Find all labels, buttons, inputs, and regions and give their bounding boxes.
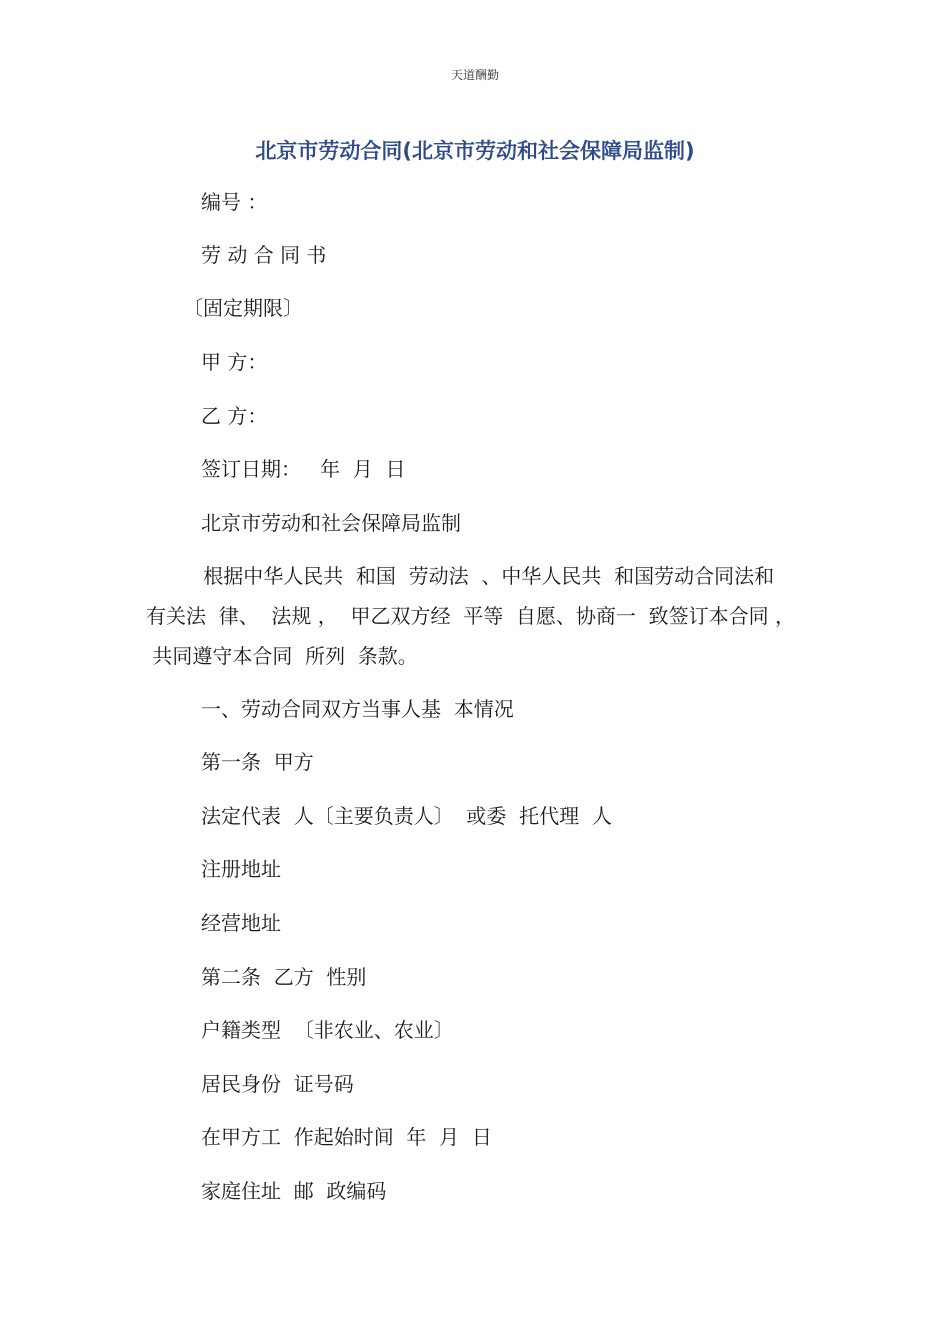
start-date-line: 在甲方工 作起始时间 年 月 日	[201, 1125, 492, 1149]
id-number-line: 居民身份 证号码	[201, 1072, 354, 1096]
document-title: 北京市劳动合同(北京市劳动和社会保障局监制)	[255, 139, 695, 163]
party-a-line: 甲 方：	[201, 350, 268, 374]
page-header: 天道酬勤	[450, 68, 499, 82]
party-b-line: 乙 方：	[201, 404, 268, 428]
contract-book-heading: 劳 动 合 同 书	[201, 243, 327, 267]
sign-date-line: 签订日期： 年 月 日	[201, 457, 406, 481]
preamble-line-3: 共同遵守本合同 所列 条款。	[146, 644, 418, 668]
article-2-line: 第二条 乙方 性别	[201, 965, 367, 989]
preamble-line-2: 有关法 律、 法规 ， 甲乙双方经 平等 自愿、协商一 致签订本合同 ，	[146, 604, 796, 628]
preamble-line-1: 根据中华人民共 和国 劳动法 、中华人民共 和国劳动合同法和	[146, 564, 775, 588]
supervisor-line: 北京市劳动和社会保障局监制	[201, 511, 461, 535]
registered-address-line: 注册地址	[201, 857, 281, 881]
legal-representative-line: 法定代表 人〔主要负责人〕 或委 托代理 人	[201, 804, 612, 828]
fixed-term-label: 〔固定期限〕	[183, 296, 303, 320]
contract-number-line: 编号 ：	[201, 190, 268, 214]
home-address-line: 家庭住址 邮 政编码	[201, 1179, 387, 1203]
household-type-line: 户籍类型 〔非农业、农业〕	[201, 1018, 454, 1042]
section-1-heading: 一、劳动合同双方当事人基 本情况	[201, 697, 514, 721]
article-1-line: 第一条 甲方	[201, 750, 314, 774]
business-address-line: 经营地址	[201, 911, 281, 935]
